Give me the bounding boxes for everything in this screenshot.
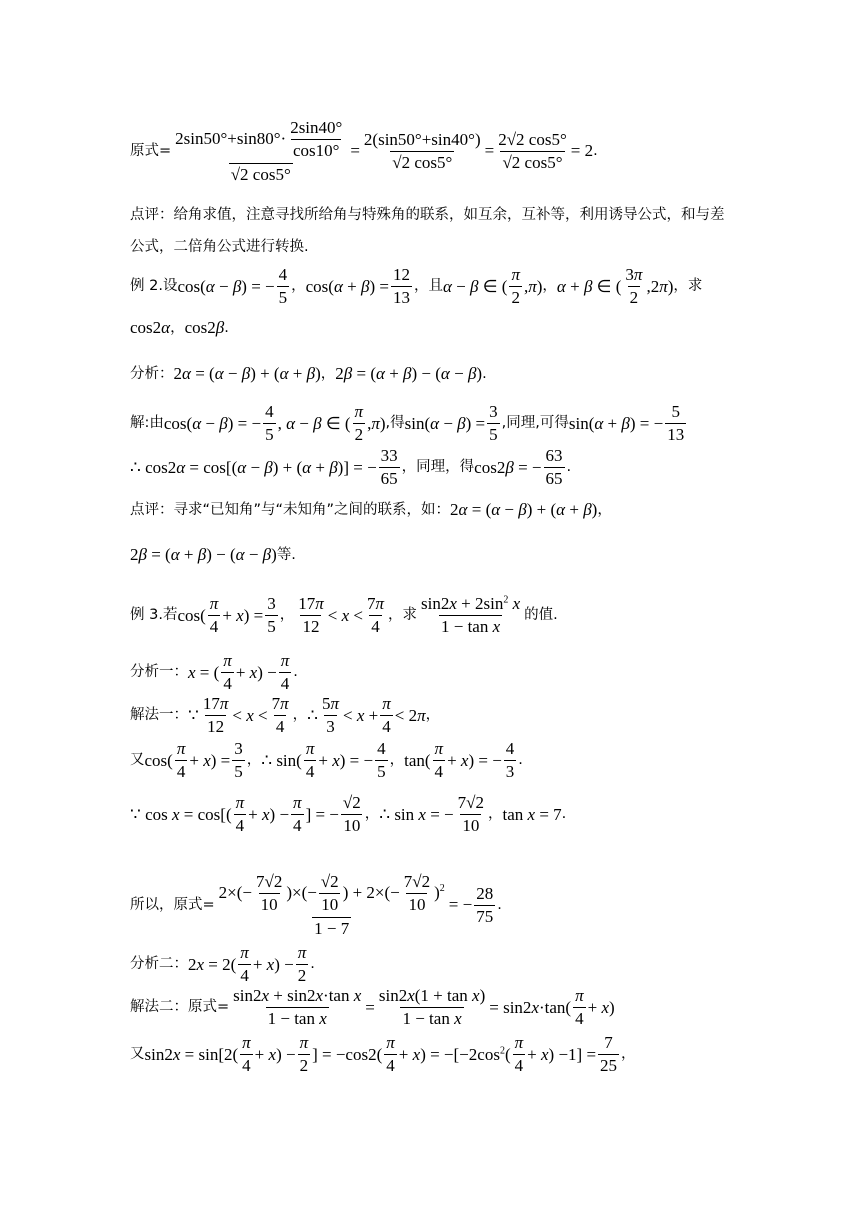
fraction: $\frac{2(\sin 50^\circ+\sin 40^\circ)}{√2 \cos 5^\circ}$ bbox=[363, 129, 481, 173]
solution-line-2: ∴ cos2α = cos[(α − β) + (α + β)] = − $\frac{33}{65}$ ，同理，得 cos2β = − $\frac{63}{65}$ . bbox=[130, 446, 572, 489]
fraction: 2sin50°+sin80°· $\frac{2\sin 40^\circ}{\cos 10^\circ}$ √2 cos5° bbox=[175, 118, 343, 184]
formula-line-1: 原式= 2sin50°+sin80°· $\frac{2\sin 40^\circ}{\cos 10^\circ}$ √2 cos5° = $\frac{2(\sin 50^\circ+\sin 40^\circ)}{√2 \cos 5^\circ}$ = $\frac{2√2 \cos 5^\circ}{√2 \cos 5^\circ}$ = 2 . bbox=[130, 118, 598, 184]
example-2-targets: cos2α ， cos2β . bbox=[130, 318, 229, 337]
method-one-line-3: ∵ cos x = cos[( $\frac{\pi}{4}$ + x) − $\frac{\pi}{4}$ ] = − $\frac{√2}{10}$ ， ∴ sin x = − $\frac{7√2}{10}$ ， tan x = 7 . bbox=[130, 793, 567, 836]
comment-2-line-1: 点评：寻求“已知角”与“未知角”之间的联系，如： 2α = (α − β) + (α + β) ， bbox=[130, 500, 612, 519]
analysis-one: 分析一： x = ( $\frac{\pi}{4}$ + x) − $\frac{\pi}{4}$ . bbox=[130, 651, 298, 694]
analysis-line: 分析： 2α = (α − β) + (α + β) ， 2β = (α + β) − (α − β) . bbox=[130, 364, 487, 383]
method-two-line-1: 解法二：原式= $\frac{\text{sin2x + sin2x·tan x}}{\text{1 − tan x}}$ = $\frac{\text{sin2x(1 + tan x)}}{\text{1 − tan x}}$ = sin2x·tan( $\frac{\pi}{4}$ + x) bbox=[130, 986, 615, 1029]
fraction: 2×(− $\frac{7√2}{10}$ )×(− $\frac{√2}{10}$ ) + 2×(− $\frac{7√2}{10}$ )$^2$ 1 − 7 bbox=[218, 872, 445, 938]
example-2-statement: 例 2.设 cos(α − β) = − $\frac{4}{5}$ ， cos(α + β) = $\frac{12}{13}$ ，且 α − β ∈ ( $\frac{\pi}{2}$ ,π) ， α + β ∈ ( $\frac{3\pi}{2}$ ,2π) ，求 bbox=[130, 265, 703, 308]
method-one-line-1: 解法一： ∵ $\frac{17\pi}{12}$ < x < $\frac{7\pi}{4}$ ， ∴ $\frac{5\pi}{3}$ < x + $\frac{\pi}{4}$ < 2π ， bbox=[130, 694, 441, 737]
result-line: 所以，原式= 2×(− $\frac{7√2}{10}$ )×(− $\frac{√2}{10}$ ) + 2×(− $\frac{7√2}{10}$ )$^2$ 1 − 7 = − $\frac{28}{75}$ . bbox=[130, 872, 502, 938]
solution-line-1: 解:由 cos(α − β) = − $\frac{4}{5}$ , α − β ∈ ( $\frac{\pi}{2}$ ,π) ,得 sin(α − β) = $\frac{3}{5}$ ,同理,可得 sin(α + β) = − $\frac{5}{13}$ bbox=[130, 402, 685, 445]
method-two-line-2: 又 sin2x = sin[2( $\frac{\pi}{4}$ + x) − $\frac{\pi}{2}$ ] = −cos2( $\frac{\pi}{4}$ + $x) = -[-2\cos^2$( $\frac{\pi}{4}$ + x) −1] = $\frac{7}{25}$ ， bbox=[130, 1033, 636, 1076]
fraction: $\frac{2√2 \cos 5^\circ}{√2 \cos 5^\circ}$ bbox=[498, 129, 567, 173]
example-3-statement: 例 3.若 cos( $\frac{\pi}{4}$ + x) = $\frac{3}{5}$ ， $\frac{17\pi}{12}$ < x < $\frac{7\pi}{4}$ ，求 $\frac{\sin 2x + 2\sin^2 x}{\text{1 − tan x}}$ 的值. bbox=[130, 594, 558, 637]
analysis-two: 分析二： 2x = 2( $\frac{\pi}{4}$ + x) − $\frac{\pi}{2}$ . bbox=[130, 943, 315, 986]
comment-paragraph: 点评：给角求值，注意寻找所给角与特殊角的联系，如互余，互补等，利用诱导公式，和与差公式，二倍角公式进行转换. bbox=[130, 207, 725, 255]
method-one-line-2: 又 cos( $\frac{\pi}{4}$ + x) = $\frac{3}{5}$ ， ∴ sin( $\frac{\pi}{4}$ + x) = − $\frac{4}{5}$ ， tan( $\frac{\pi}{4}$ + x) = − $\frac{4}{3}$ . bbox=[130, 739, 523, 782]
comment-2-line-2: 2β = (α + β) − (α − β) 等. bbox=[130, 545, 296, 564]
